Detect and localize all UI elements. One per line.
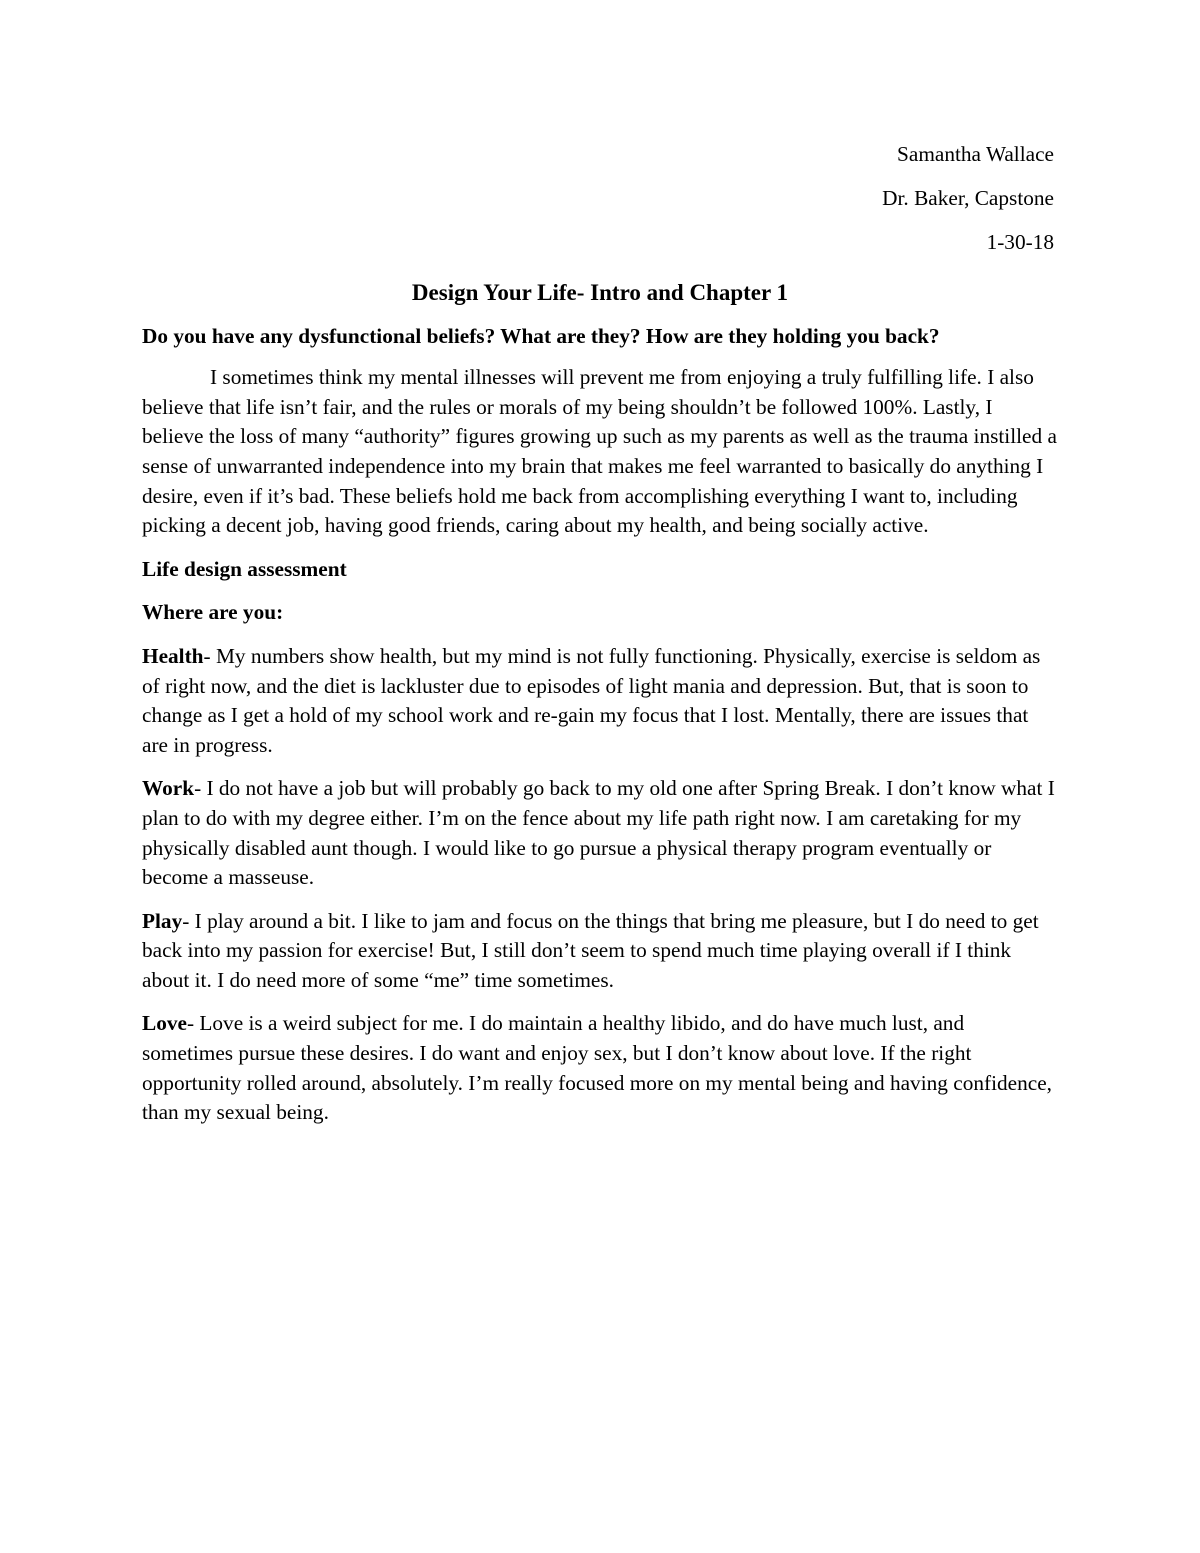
health-text: - My numbers show health, but my mind is not fully functioning. Physically, exercise is seldom as of right now, and the diet is lackluster due to episodes of light mania and depression. But, that is soon to change as I get a hold of my school work and re-gain my focus that I lost. Mentally, there are issues that are in progress.	[142, 643, 1041, 757]
author-name: Samantha Wallace	[897, 142, 1054, 166]
love-label: Love	[142, 1011, 187, 1036]
header-block	[142, 140, 1058, 258]
work-label: Work	[142, 776, 195, 801]
love-text: - Love is a weird subject for me. I do maintain a healthy libido, and do have much lust, and sometimes pursue these desires. I do want and enjoy sex, but I don’t know about love. If the right opportunity rolled around, absolutely. I’m really focused more on my mental being and having confidence, than my sexual being.	[142, 1011, 1052, 1125]
document-title: Design Your Life- Intro and Chapter 1	[411, 280, 789, 305]
date: 1-30-18	[986, 230, 1054, 254]
instructor-course: Dr. Baker, Capstone	[882, 186, 1054, 210]
play-paragraph	[142, 907, 1058, 996]
where-heading: Where are you:	[142, 600, 284, 625]
beliefs-paragraph: I sometimes think my mental illnesses will prevent me from enjoying a truly fulfilling life. I also believe that life isn’t fair, and the rules or morals of my being shouldn’t be followed 100%. Lastly, I believe the loss of many “authority” figures growing up such as my parents as well as the trauma instilled a sense of unwarranted independence into my brain that makes me feel warranted to basically do anything I desire, even if it’s bad. These beliefs hold me back from accomplishing everything I want to, including picking a decent job, having good friends, caring about my health, and being socially active.	[142, 365, 1057, 538]
health-paragraph	[142, 642, 1058, 760]
document-page	[142, 140, 1058, 1142]
love-paragraph	[142, 1009, 1058, 1127]
play-label: Play	[142, 908, 183, 933]
question-heading: Do you have any dysfunctional beliefs? What are they? How are they holding you back?	[142, 323, 940, 348]
assessment-heading: Life design assessment	[142, 556, 347, 581]
play-text: - I play around a bit. I like to jam and focus on the things that bring me pleasure, but I do need to get back into my passion for exercise! But, I still don’t seem to spend much time playing overall if I think about it. I do need more of some “me” time sometimes.	[142, 908, 1039, 992]
work-text: - I do not have a job but will probably go back to my old one after Spring Break. I don’t know what I plan to do with my degree either. I’m on the fence about my life path right now. I am caretaking for my physically disabled aunt though. I would like to go pursue a physical therapy program eventually or become a masseuse.	[142, 776, 1055, 890]
work-paragraph	[142, 774, 1058, 892]
health-label: Health	[142, 643, 204, 668]
